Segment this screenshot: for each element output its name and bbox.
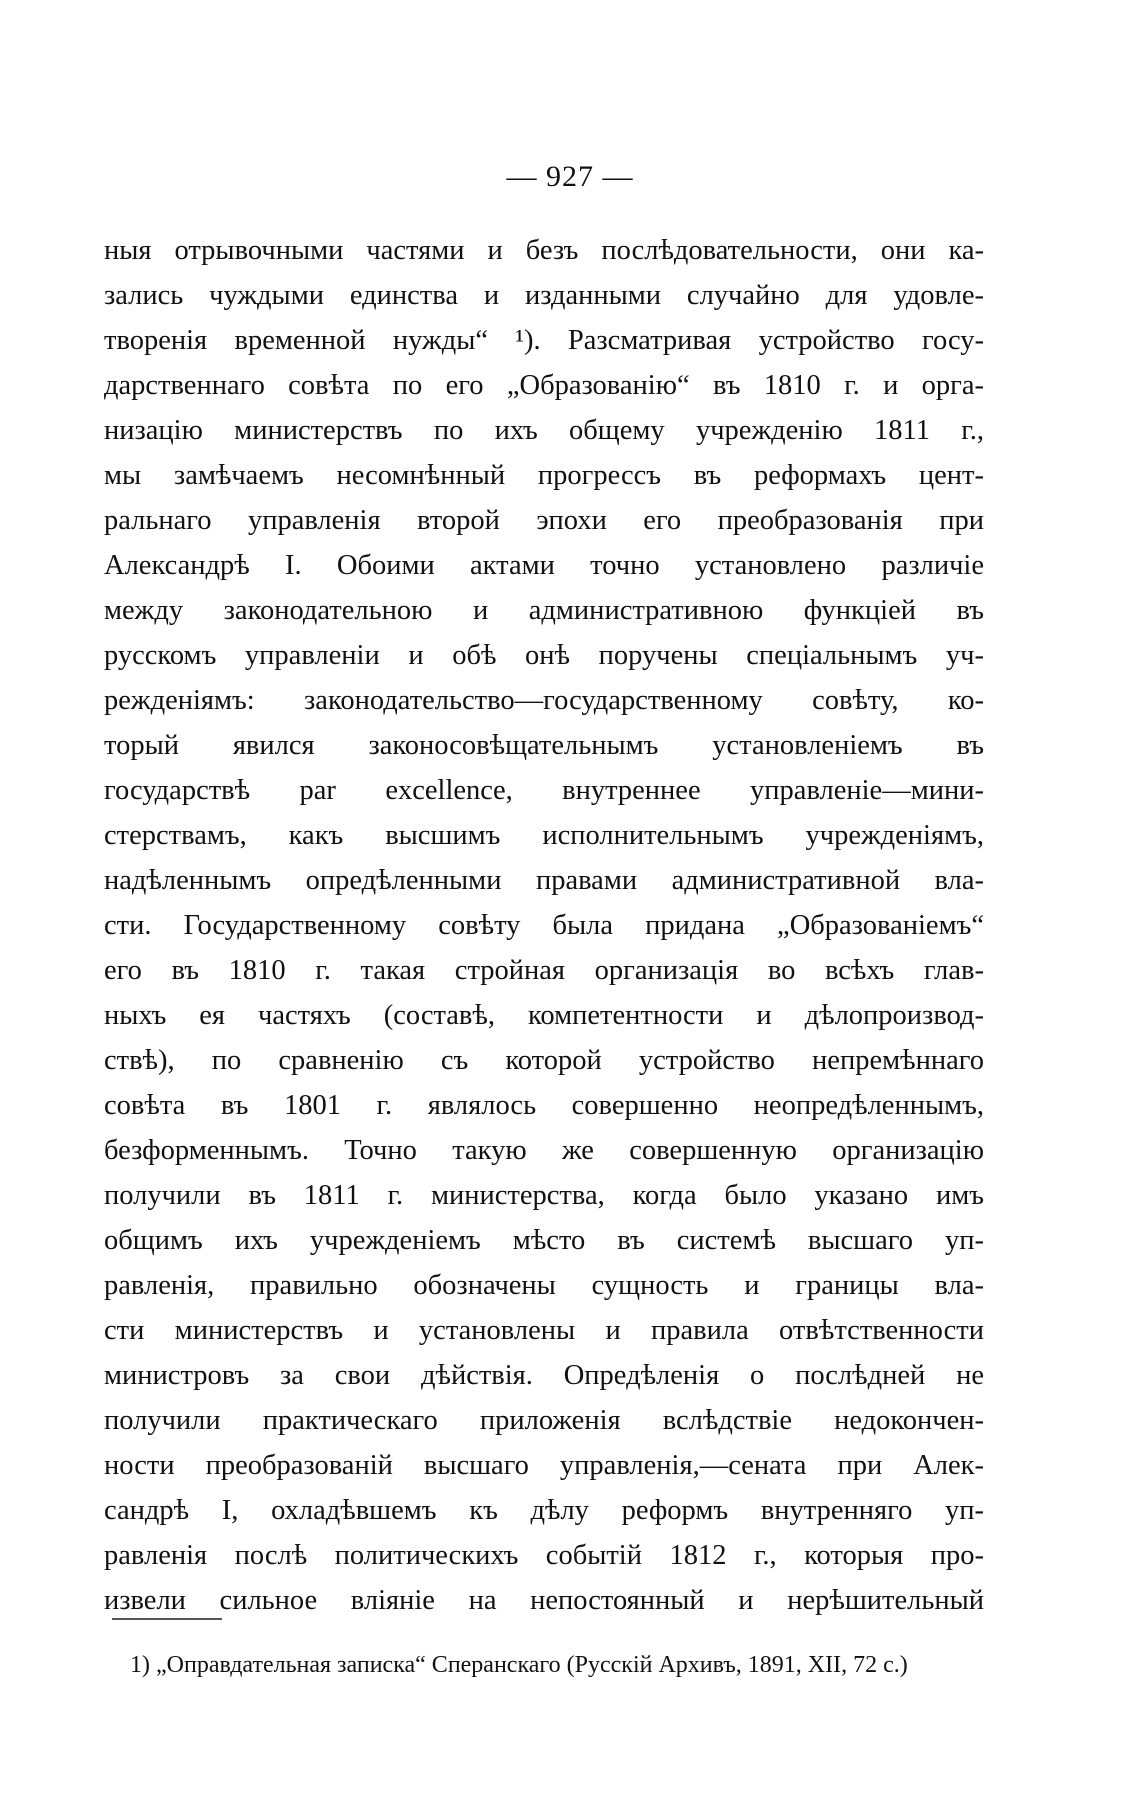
text-line: совѣта въ 1801 г. являлось совершенно неопредѣленнымъ, (104, 1090, 984, 1121)
text-line: русскомъ управленіи и обѣ онѣ поручены спеціальнымъ уч- (104, 640, 984, 671)
text-line: торый явился законосовѣщательнымъ установленіемъ въ (104, 730, 984, 761)
text-line: получили практическаго приложенія вслѣдствіе недокончен- (104, 1405, 984, 1436)
text-line: дарственнаго совѣта по его „Образованію“ въ 1810 г. и орга- (104, 370, 984, 401)
text-line: ныя отрывочными частями и безъ послѣдовательности, они ка- (104, 235, 984, 266)
text-line: надѣленнымъ опредѣленными правами административной вла- (104, 865, 984, 896)
text-line: сти. Государственному совѣту была придана „Образованіемъ“ (104, 910, 984, 941)
text-line: стерствамъ, какъ высшимъ исполнительнымъ учрежденіямъ, (104, 820, 984, 851)
page-number: — 927 — (506, 160, 634, 193)
text-line: ности преобразованій высшаго управленія,—сената при Алек- (104, 1450, 984, 1481)
text-line: творенія временной нужды“ ¹). Разсматривая устройство госу- (104, 325, 984, 356)
text-line: ральнаго управленія второй эпохи его преобразованія при (104, 505, 984, 536)
text-line: низацію министерствъ по ихъ общему учрежденію 1811 г., (104, 415, 984, 446)
text-line: получили въ 1811 г. министерства, когда было указано имъ (104, 1180, 984, 1211)
text-line: ствѣ), по сравненію съ которой устройство непремѣннаго (104, 1045, 984, 1076)
footnote-divider (112, 1618, 222, 1620)
text-line: его въ 1810 г. такая стройная организація во всѣхъ глав- (104, 955, 984, 986)
text-line: равленія послѣ политическихъ событій 1812 г., которыя про- (104, 1540, 984, 1571)
text-line: государствѣ par excellence, внутреннее управленіе—мини- (104, 775, 984, 806)
footnote: 1) „Оправдательная записка“ Сперанскаго (Русскій Архивъ, 1891, XII, 72 с.) (130, 1652, 908, 1678)
text-line: мы замѣчаемъ несомнѣнный прогрессъ въ реформахъ цент- (104, 460, 984, 491)
text-line: безформеннымъ. Точно такую же совершенную организацію (104, 1135, 984, 1166)
text-line: равленія, правильно обозначены сущность и границы вла- (104, 1270, 984, 1301)
text-line: извели сильное вліяніе на непостоянный и нерѣшительный (104, 1585, 984, 1616)
body-text (104, 228, 984, 1623)
text-line: общимъ ихъ учрежденіемъ мѣсто въ системѣ высшаго уп- (104, 1225, 984, 1256)
text-line: сандрѣ I, охладѣвшемъ къ дѣлу реформъ внутренняго уп- (104, 1495, 984, 1526)
text-line: зались чуждыми единства и изданными случайно для удовле- (104, 280, 984, 311)
text-line: между законодательною и административною функціей въ (104, 595, 984, 626)
text-line: ныхъ ея частяхъ (составѣ, компетентности и дѣлопроизвод- (104, 1000, 984, 1031)
text-line: Александрѣ I. Обоими актами точно установлено различіе (104, 550, 984, 581)
text-line: министровъ за свои дѣйствія. Опредѣленія о послѣдней не (104, 1360, 984, 1391)
text-line: сти министерствъ и установлены и правила отвѣтственности (104, 1315, 984, 1346)
text-line: режденіямъ: законодательство—государственному совѣту, ко- (104, 685, 984, 716)
